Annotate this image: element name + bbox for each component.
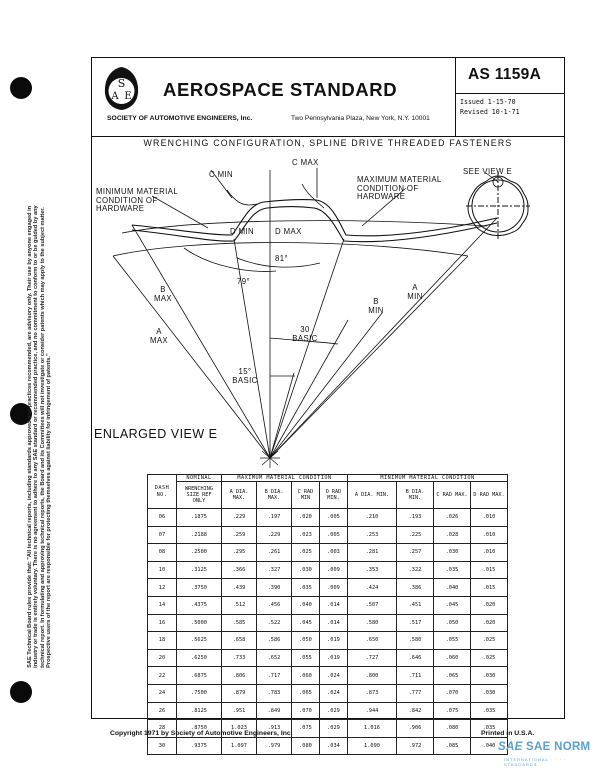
dimension-cell: .650 [348,632,397,650]
dimension-cell: .035 [292,579,320,597]
dimension-cell: .030 [292,561,320,579]
dimension-cell: .023 [292,526,320,544]
dimension-cell: .025 [292,544,320,562]
col-header: C RAD MAX. [434,482,471,509]
dimension-cell: .005 [320,509,348,527]
dimension-cell: .024 [320,684,348,702]
dimension-cell: .717 [257,667,292,685]
dimension-cell: .034 [320,737,348,755]
dimension-cell: .229 [257,526,292,544]
label-d-min: D MIN [230,227,255,236]
dimension-cell: .024 [320,667,348,685]
dimension-cell: .060 [292,667,320,685]
punch-hole [10,77,32,99]
label-a-max: A MAX [149,327,169,345]
dimension-cell: .586 [257,632,292,650]
dimension-cell: .913 [257,720,292,738]
dimension-cell: .522 [257,614,292,632]
dimension-cell: .070 [292,702,320,720]
dimension-cell: .390 [257,579,292,597]
table-row [148,579,508,597]
dimension-cell: .193 [397,509,434,527]
table-body [148,509,508,755]
dimension-cell: .019 [320,632,348,650]
dimension-cell: .030 [434,544,471,562]
dimension-cell: .065 [434,667,471,685]
dimension-cell: .979 [257,737,292,755]
logo-letter-e: E [124,91,132,102]
dimension-cell: .777 [397,684,434,702]
col-header: D RAD MIN. [320,482,348,509]
dimension-cell: .225 [397,526,434,544]
dimension-cell: .8125 [177,702,222,720]
label-max-material: MAXIMUM MATERIAL CONDITION OF HARDWARE [357,175,442,201]
dash-number-cell: 28 [148,720,177,738]
label-angle-79: 79° [237,277,250,286]
dimension-cell: .020 [471,614,508,632]
dimension-cell: .727 [348,649,397,667]
table-row [148,561,508,579]
dimension-cell: .327 [257,561,292,579]
dimension-cell: .517 [397,614,434,632]
dimension-cell: .257 [397,544,434,562]
society-address: Two Pennsylvania Plaza, New York, N.Y. 10001 [291,115,430,122]
dimension-cell: .951 [222,702,257,720]
dimension-cell: 1.016 [348,720,397,738]
doc-number: AS 1159A [468,66,542,83]
dimension-cell: .424 [348,579,397,597]
table-row [148,509,508,527]
dimension-cell: .080 [292,737,320,755]
dimension-cell: .040 [434,579,471,597]
table-row [148,596,508,614]
dimension-cell: .873 [348,684,397,702]
dimension-cell: .080 [434,720,471,738]
dimension-cell: .060 [434,649,471,667]
col-header: B DIA. MAX. [257,482,292,509]
dimension-cell: .050 [434,614,471,632]
dash-number-cell: 24 [148,684,177,702]
dimension-cell: .281 [348,544,397,562]
min-material-header: MINIMUM MATERIAL CONDITION [348,475,508,482]
dimension-cell: .029 [320,720,348,738]
table-row [148,632,508,650]
dimension-cell: .035 [471,702,508,720]
dimension-cell: .050 [292,632,320,650]
dimension-cell: .040 [471,737,508,755]
dimension-cell: .035 [471,720,508,738]
spline-drawing [92,58,564,478]
dimension-cell: .658 [222,632,257,650]
dimension-cell: .6250 [177,649,222,667]
dimension-cell: 1.097 [222,737,257,755]
dimension-cell: .009 [320,579,348,597]
dimension-cell: .7500 [177,684,222,702]
issued-date: Issued 1-15-70 [460,98,516,106]
dimension-cell: .029 [320,702,348,720]
dimension-cell: .210 [348,509,397,527]
side-disclaimer: SAE Technical Board rules provide that: "All technical reports, including standards approved and practices recommended, are advisory only. Their use by anyone engaged in industry or trade is entirely voluntary. There is no agreement to adhere to any SAE standard or recommended practice, and no commitment to conform to or be guided by any technical report. In formulating and approving technical reports, the Board and its Committees will not investigate or consider patents which may apply to the subject matter. Prospective users of the report are responsible for protecting themselves against liability for infringement of patents." [27,205,53,668]
dimension-cell: .944 [348,702,397,720]
dimension-cell: .075 [292,720,320,738]
dash-number-cell: 26 [148,702,177,720]
punch-hole [10,681,32,703]
nominal-group-header: NOMINAL [177,475,222,482]
spline-profile-inner [132,207,497,242]
dimension-cell: .711 [397,667,434,685]
dash-number-cell: 22 [148,667,177,685]
dimension-cell: .322 [397,561,434,579]
dimension-cell: .014 [320,596,348,614]
dimension-cell: .030 [471,667,508,685]
copyright-notice: Copyright 1971 by Society of Automotive Engineers, Inc. [110,730,293,737]
dimension-cell: .646 [397,649,434,667]
table-row [148,737,508,755]
table-row [148,544,508,562]
standard-title: AEROSPACE STANDARD [163,79,398,100]
dimension-cell: .070 [434,684,471,702]
table-row [148,614,508,632]
dimension-cell: .055 [434,632,471,650]
label-see-view-e: SEE VIEW E [463,167,513,176]
dimension-cell: .075 [434,702,471,720]
dimension-cell: .972 [397,737,434,755]
dash-number-cell: 30 [148,737,177,755]
dimension-cell: 1.023 [222,720,257,738]
dimension-cell: .045 [434,596,471,614]
dimension-cell: 1.090 [348,737,397,755]
label-b-max: B MAX [153,285,173,303]
table-row [148,667,508,685]
dimension-table [147,474,508,755]
dimension-cell: .003 [320,544,348,562]
dash-number-cell: 08 [148,544,177,562]
label-angle-81: 81° [275,254,288,263]
revised-date: Revised 10-1-71 [460,108,520,116]
label-b-min: B MIN [368,297,384,315]
label-d-max: D MAX [275,227,302,236]
table-row [148,649,508,667]
dimension-cell: .652 [257,649,292,667]
dimension-cell: .025 [471,649,508,667]
wrenching-size-header: WRENCHING SIZE REF ONLY [177,482,222,509]
watermark-sae: SAE [498,741,523,753]
label-30-basic: 30 BASIC [292,325,318,343]
dimension-cell: .733 [222,649,257,667]
dimension-cell: .3750 [177,579,222,597]
dimension-cell: .019 [320,649,348,667]
dimension-cell: .512 [222,596,257,614]
table-row [148,702,508,720]
sae-norm-watermark [498,741,590,753]
dimension-cell: .015 [471,561,508,579]
dimension-cell: .010 [471,509,508,527]
table-row [148,526,508,544]
logo-letter-a: A [111,91,119,102]
dash-number-cell: 18 [148,632,177,650]
dimension-cell: .010 [471,526,508,544]
dash-no-header: DASH NO. [148,475,177,509]
dimension-cell: .261 [257,544,292,562]
dimension-cell: .9375 [177,737,222,755]
dimension-cell: .085 [434,737,471,755]
dimension-cell: .229 [222,509,257,527]
spline-profile-outer [132,200,497,236]
dimension-cell: .4375 [177,596,222,614]
dash-number-cell: 20 [148,649,177,667]
dimension-cell: .040 [292,596,320,614]
dimension-cell: .295 [222,544,257,562]
dimension-cell: .2500 [177,544,222,562]
spline-wheel-view-e [466,173,530,239]
dimension-cell: .015 [471,579,508,597]
dimension-cell: .030 [471,684,508,702]
watermark-sub: INTERNATIONAL · · · · STANDARDS [504,757,567,767]
dimension-cell: .020 [471,596,508,614]
dimension-cell: .5625 [177,632,222,650]
col-header: A DIA. MIN. [348,482,397,509]
dimension-cell: .580 [397,632,434,650]
dimension-cell: .806 [222,667,257,685]
dimension-cell: .2188 [177,526,222,544]
dimension-cell: .879 [222,684,257,702]
dimension-cell: .366 [222,561,257,579]
dash-number-cell: 14 [148,596,177,614]
dimension-cell: .045 [292,614,320,632]
dimension-cell: .5000 [177,614,222,632]
col-header: B DIA. MIN. [397,482,434,509]
dimension-cell: .585 [222,614,257,632]
dimension-cell: .026 [434,509,471,527]
dimension-cell: .259 [222,526,257,544]
logo-letter-s: S [117,77,126,90]
dash-number-cell: 07 [148,526,177,544]
dimension-cell: .014 [320,614,348,632]
dimension-cell: .800 [348,667,397,685]
enlarged-view-label: ENLARGED VIEW E [94,427,218,441]
dimension-cell: .842 [397,702,434,720]
label-c-min: C MIN [209,170,234,179]
dimension-cell: .010 [471,544,508,562]
watermark-rest: SAE NORM [526,741,591,753]
dimension-cell: .906 [397,720,434,738]
label-a-min: A MIN [407,283,423,301]
dash-number-cell: 06 [148,509,177,527]
dimension-cell: .197 [257,509,292,527]
dimension-cell: .849 [257,702,292,720]
label-15-basic: 15° BASIC [232,367,258,385]
dimension-cell: .8750 [177,720,222,738]
dimension-cell: .065 [292,684,320,702]
dash-number-cell: 16 [148,614,177,632]
dimension-cell: .020 [292,509,320,527]
dimension-cell: .028 [434,526,471,544]
dimension-cell: .507 [348,596,397,614]
dimension-cell: .025 [471,632,508,650]
dimension-cell: .3125 [177,561,222,579]
dash-number-cell: 10 [148,561,177,579]
dash-number-cell: 12 [148,579,177,597]
dimension-cell: .580 [348,614,397,632]
col-header: D RAD MAX. [471,482,508,509]
society-name: SOCIETY OF AUTOMOTIVE ENGINEERS, Inc. [107,115,253,122]
label-c-max: C MAX [292,158,319,167]
max-material-header: MAXIMUM MATERIAL CONDITION [222,475,348,482]
dimension-cell: .353 [348,561,397,579]
dimension-cell: .6875 [177,667,222,685]
dimension-cell: .451 [397,596,434,614]
dimension-cell: .439 [222,579,257,597]
dimension-cell: .055 [292,649,320,667]
col-header: C RAD MIN [292,482,320,509]
table-row [148,684,508,702]
dimension-cell: .386 [397,579,434,597]
label-min-material: MINIMUM MATERIAL CONDITION OF HARDWARE [96,187,178,213]
dimension-cell: .1875 [177,509,222,527]
dimension-cell: .009 [320,561,348,579]
dimension-cell: .035 [434,561,471,579]
col-header: A DIA. MAX. [222,482,257,509]
dimension-cell: .456 [257,596,292,614]
dimension-cell: .253 [348,526,397,544]
dimension-cell: .005 [320,526,348,544]
dimension-cell: .783 [257,684,292,702]
printed-notice: Printed in U.S.A. [481,730,535,737]
doc-title: WRENCHING CONFIGURATION, SPLINE DRIVE THREADED FASTENERS [143,138,513,148]
